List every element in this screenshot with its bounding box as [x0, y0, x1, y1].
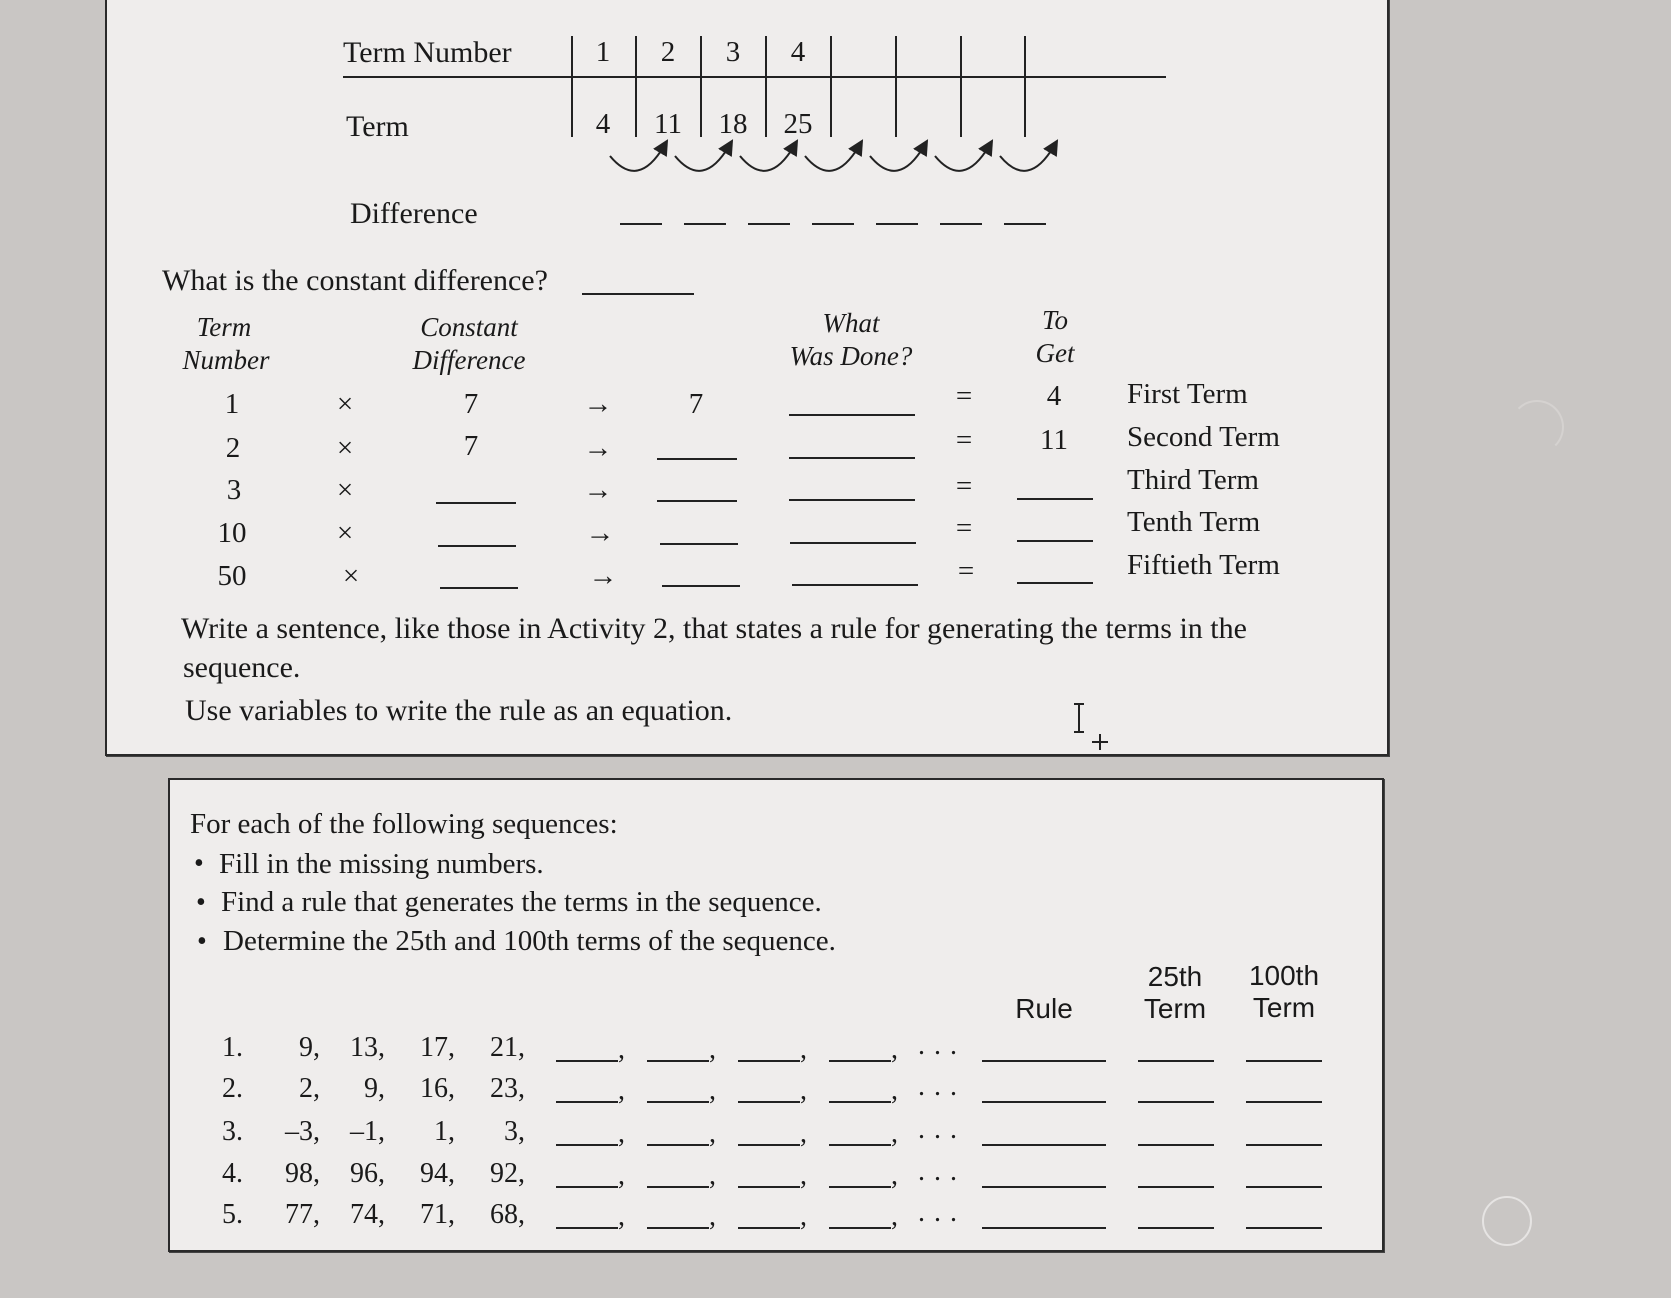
equals-symbol: =	[955, 380, 973, 412]
row-term-label: Tenth Term	[1127, 506, 1261, 538]
equals-symbol: =	[957, 555, 975, 587]
sequence-comma: ,	[618, 1034, 625, 1065]
what-was-done-blank[interactable]	[790, 542, 916, 544]
sequence-blank[interactable]	[738, 1144, 800, 1146]
sequence-blank[interactable]	[738, 1227, 800, 1229]
product-blank[interactable]	[660, 543, 738, 545]
sequence-comma: ,	[800, 1075, 807, 1106]
term-cell: 25	[783, 108, 813, 140]
rule-blank[interactable]	[982, 1227, 1106, 1229]
row-result: 4	[1046, 380, 1062, 412]
sequence-term: 3,	[504, 1116, 525, 1147]
sequence-term: 98,	[285, 1158, 320, 1189]
term-table-col-line	[765, 36, 767, 137]
sequence-blank[interactable]	[829, 1186, 891, 1188]
sequence-number: 1.	[222, 1032, 243, 1063]
term-cell: 4	[595, 108, 611, 140]
arrow-symbol: →	[588, 560, 618, 592]
sequence-ellipsis: . . .	[918, 1114, 958, 1145]
sequence-number: 3.	[222, 1116, 243, 1147]
sequence-comma: ,	[891, 1034, 898, 1065]
sequence-number: 2.	[222, 1073, 243, 1104]
row-term-label: Third Term	[1127, 464, 1259, 496]
arrow-symbol: →	[585, 517, 615, 549]
difference-arc-icon	[935, 146, 989, 171]
row-term-label: Second Term	[1127, 421, 1280, 453]
sequence-blank[interactable]	[556, 1060, 618, 1062]
sequence-term: 2,	[299, 1073, 320, 1104]
col-25th-header-2: Term	[1143, 993, 1207, 1024]
rule-blank[interactable]	[982, 1186, 1106, 1188]
sequence-blank[interactable]	[556, 1144, 618, 1146]
what-was-done-blank[interactable]	[789, 457, 915, 459]
difference-arrows	[600, 138, 1070, 188]
arrow-symbol: →	[583, 388, 613, 420]
bullet-find-rule: Find a rule that generates the terms in the sequence.	[221, 886, 822, 918]
sequence-comma: ,	[891, 1075, 898, 1106]
sequences-intro: For each of the following sequences:	[190, 808, 618, 840]
term-100th-blank[interactable]	[1246, 1186, 1322, 1188]
constant-difference-question: What is the constant difference?	[162, 264, 548, 297]
result-blank[interactable]	[1017, 498, 1093, 500]
row-term-number: 1	[224, 388, 240, 420]
row-term-number: 50	[217, 560, 247, 592]
times-symbol: ×	[336, 474, 354, 506]
sequence-comma: ,	[891, 1201, 898, 1232]
term-table-col-line	[960, 36, 962, 137]
sequence-term: 9,	[299, 1032, 320, 1063]
difference-blank[interactable]	[748, 223, 790, 225]
sequence-term: 77,	[285, 1199, 320, 1230]
result-blank[interactable]	[1017, 582, 1093, 584]
text-cursor-icon	[1070, 702, 1120, 752]
times-symbol: ×	[336, 388, 354, 420]
sequence-blank[interactable]	[829, 1144, 891, 1146]
term-table-col-line	[1024, 36, 1026, 137]
sequence-term: –3,	[285, 1116, 320, 1147]
sequence-comma: ,	[618, 1075, 625, 1106]
row-term-number: 2	[225, 432, 241, 464]
sequence-blank[interactable]	[829, 1060, 891, 1062]
equals-symbol: =	[955, 512, 973, 544]
sequence-comma: ,	[709, 1118, 716, 1149]
row-product: 7	[688, 388, 704, 420]
rule-blank[interactable]	[982, 1101, 1106, 1103]
col-25th-header-1: 25th	[1147, 961, 1203, 992]
row-constant-difference: 7	[463, 430, 479, 462]
sequence-comma: ,	[618, 1118, 625, 1149]
difference-blank[interactable]	[812, 223, 854, 225]
header-what-was-done-2: Was Done?	[789, 341, 913, 371]
term-table-col-line	[571, 36, 573, 137]
sequence-term: 17,	[420, 1032, 455, 1063]
row-term-label: First Term	[1127, 378, 1248, 410]
sequence-blank[interactable]	[556, 1186, 618, 1188]
term-number-cell: 3	[725, 36, 741, 68]
row-term-number: 3	[226, 474, 242, 506]
difference-arc-icon	[610, 146, 664, 171]
difference-arc-icon	[740, 146, 794, 171]
sequence-term: 13,	[350, 1032, 385, 1063]
header-constant-difference-1: Constant	[420, 312, 518, 342]
sequence-comma: ,	[618, 1201, 625, 1232]
sequence-ellipsis: . . .	[918, 1156, 958, 1187]
constant-difference-blank[interactable]	[440, 587, 518, 589]
what-was-done-blank[interactable]	[792, 584, 918, 586]
bullet-fill-missing: Fill in the missing numbers.	[219, 848, 544, 880]
term-100th-blank[interactable]	[1246, 1144, 1322, 1146]
sequence-comma: ,	[800, 1201, 807, 1232]
term-label: Term	[346, 110, 409, 143]
header-what-was-done-1: What	[822, 308, 880, 338]
term-table-col-line	[895, 36, 897, 137]
constant-difference-answer[interactable]	[582, 293, 694, 295]
term-table-col-line	[635, 36, 637, 137]
header-term-number-1: Term	[196, 312, 252, 342]
what-was-done-blank[interactable]	[789, 414, 915, 416]
sequence-blank[interactable]	[556, 1227, 618, 1229]
sequence-term: 71,	[420, 1199, 455, 1230]
row-term-number: 10	[217, 517, 247, 549]
term-25th-blank[interactable]	[1138, 1144, 1214, 1146]
bullet-determine-terms: Determine the 25th and 100th terms of the sequence.	[223, 925, 836, 957]
term-100th-blank[interactable]	[1246, 1101, 1322, 1103]
difference-blank[interactable]	[620, 223, 662, 225]
sequence-blank[interactable]	[738, 1186, 800, 1188]
row-term-label: Fiftieth Term	[1127, 549, 1280, 581]
sequence-blank[interactable]	[738, 1060, 800, 1062]
sequence-blank[interactable]	[829, 1101, 891, 1103]
col-rule-header: Rule	[1015, 993, 1073, 1024]
sequence-comma: ,	[800, 1118, 807, 1149]
term-number-cell: 1	[595, 36, 611, 68]
bullet-icon: •	[196, 887, 206, 918]
sequence-blank[interactable]	[647, 1144, 709, 1146]
product-blank[interactable]	[657, 500, 737, 502]
col-100th-header-2: Term	[1252, 992, 1316, 1023]
term-25th-blank[interactable]	[1138, 1227, 1214, 1229]
sequence-term: 23,	[490, 1073, 525, 1104]
term-100th-blank[interactable]	[1246, 1060, 1322, 1062]
term-25th-blank[interactable]	[1138, 1186, 1214, 1188]
header-constant-difference-2: Difference	[412, 345, 526, 375]
product-blank[interactable]	[662, 585, 740, 587]
sequence-term: 94,	[420, 1158, 455, 1189]
term-number-cell: 4	[790, 36, 806, 68]
sequence-comma: ,	[891, 1118, 898, 1149]
sequence-blank[interactable]	[647, 1186, 709, 1188]
sequence-term: 92,	[490, 1158, 525, 1189]
term-number-label: Term Number	[343, 36, 512, 69]
equals-symbol: =	[955, 470, 973, 502]
screen-mark	[1510, 400, 1564, 454]
sequence-comma: ,	[709, 1075, 716, 1106]
sequence-term: 21,	[490, 1032, 525, 1063]
sequence-comma: ,	[709, 1034, 716, 1065]
constant-difference-blank[interactable]	[438, 545, 516, 547]
term-cell: 18	[718, 108, 748, 140]
difference-blank[interactable]	[1004, 223, 1046, 225]
term-table-col-line	[700, 36, 702, 137]
term-25th-blank[interactable]	[1138, 1101, 1214, 1103]
result-blank[interactable]	[1017, 540, 1093, 542]
rule-blank[interactable]	[982, 1144, 1106, 1146]
col-100th-header-1: 100th	[1248, 960, 1320, 991]
sequence-ellipsis: . . .	[918, 1197, 958, 1228]
difference-arc-icon	[1000, 146, 1054, 171]
arrow-symbol: →	[583, 474, 613, 506]
sequence-term: 74,	[350, 1199, 385, 1230]
bullet-icon: •	[194, 848, 204, 879]
difference-blank[interactable]	[876, 223, 918, 225]
sequence-comma: ,	[709, 1201, 716, 1232]
sequence-comma: ,	[709, 1160, 716, 1191]
sequence-blank[interactable]	[647, 1060, 709, 1062]
sequence-comma: ,	[800, 1160, 807, 1191]
product-blank[interactable]	[657, 458, 737, 460]
arrow-symbol: →	[583, 432, 613, 464]
sequence-term: 1,	[434, 1116, 455, 1147]
sequence-term: 68,	[490, 1199, 525, 1230]
difference-blank[interactable]	[940, 223, 982, 225]
header-to-get-2: Get	[1035, 338, 1075, 368]
sequence-comma: ,	[891, 1160, 898, 1191]
difference-label: Difference	[350, 197, 478, 230]
difference-arc-icon	[675, 146, 729, 171]
times-symbol: ×	[336, 517, 354, 549]
sequence-ellipsis: . . .	[918, 1071, 958, 1102]
sequence-comma: ,	[618, 1160, 625, 1191]
row-result: 11	[1040, 424, 1068, 456]
equals-symbol: =	[955, 424, 973, 456]
term-table-divider	[343, 76, 1166, 78]
sequence-blank[interactable]	[738, 1101, 800, 1103]
equation-prompt: Use variables to write the rule as an equation.	[185, 694, 733, 727]
difference-blank[interactable]	[684, 223, 726, 225]
screen-mark	[1482, 1196, 1532, 1246]
term-100th-blank[interactable]	[1246, 1227, 1322, 1229]
sequence-blank[interactable]	[829, 1227, 891, 1229]
term-number-cell: 2	[660, 36, 676, 68]
sequence-term: 96,	[350, 1158, 385, 1189]
sequence-term: 16,	[420, 1073, 455, 1104]
sentence-prompt-line-2: sequence.	[183, 651, 301, 684]
bullet-icon: •	[197, 926, 207, 957]
constant-difference-blank[interactable]	[436, 502, 516, 504]
sentence-prompt-line-1: Write a sentence, like those in Activity 2, that states a rule for generating the terms in the	[181, 612, 1247, 645]
term-cell: 11	[654, 108, 682, 140]
sequence-comma: ,	[800, 1034, 807, 1065]
sequence-ellipsis: . . .	[918, 1030, 958, 1061]
sequence-term: 9,	[364, 1073, 385, 1104]
header-term-number-2: Number	[182, 345, 270, 375]
difference-arc-icon	[805, 146, 859, 171]
what-was-done-blank[interactable]	[789, 499, 915, 501]
row-constant-difference: 7	[463, 388, 479, 420]
sequence-number: 5.	[222, 1199, 243, 1230]
rule-blank[interactable]	[982, 1060, 1106, 1062]
sequence-number: 4.	[222, 1158, 243, 1189]
sequence-blank[interactable]	[556, 1101, 618, 1103]
times-symbol: ×	[336, 432, 354, 464]
term-table-col-line	[830, 36, 832, 137]
sequence-blank[interactable]	[647, 1101, 709, 1103]
times-symbol: ×	[342, 560, 360, 592]
sequence-term: –1,	[350, 1116, 385, 1147]
sequence-blank[interactable]	[647, 1227, 709, 1229]
header-to-get-1: To	[1041, 305, 1069, 335]
term-25th-blank[interactable]	[1138, 1060, 1214, 1062]
difference-arc-icon	[870, 146, 924, 171]
